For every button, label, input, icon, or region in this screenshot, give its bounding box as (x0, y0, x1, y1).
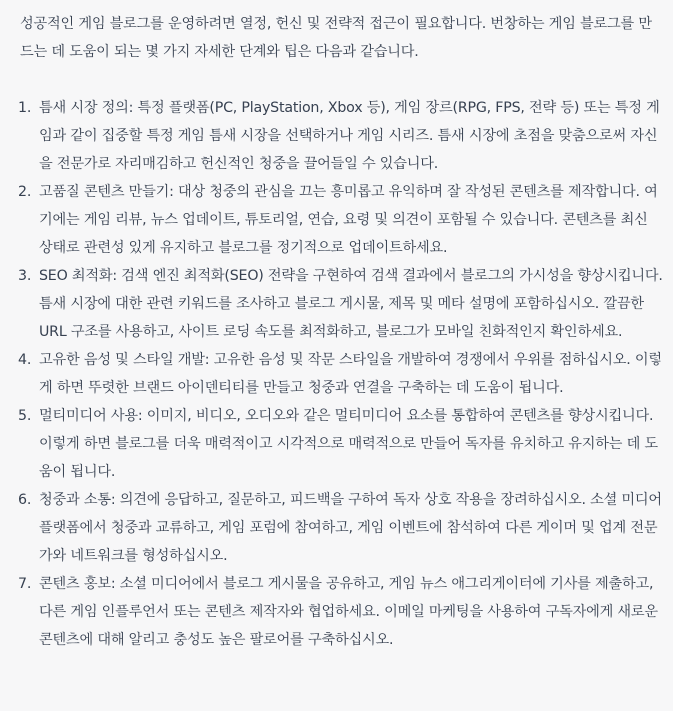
list-item-number: 1. (18, 100, 32, 116)
list-item-text: 멀티미디어 사용: 이미지, 비디오, 오디오와 같은 멀티미디어 요소를 통합하여 콘텐츠를 향상시킵니다. 이렇게 하면 블로그를 더욱 매력적이고 시각적으로 매력적으로 만들어 독자를 유치하고 유지하는 데 도움이 됩니다. (39, 408, 658, 480)
list-item-text: 고품질 콘텐츠 만들기: 대상 청중의 관심을 끄는 흥미롭고 유익하며 잘 작성된 콘텐츠를 제작합니다. 여기에는 게임 리뷰, 뉴스 업데이트, 튜토리얼, 연습, 요령 및 의견이 포함될 수 있습니다. 콘텐츠를 최신 상태로 관련성 있게 유지하고 블로그를 정기적으로 업데이트하세요. (39, 184, 658, 256)
list-item (20, 402, 663, 486)
steps-list (20, 94, 663, 654)
intro-paragraph: 성공적인 게임 블로그를 운영하려면 열정, 헌신 및 전략적 접근이 필요합니다. 번창하는 게임 블로그를 만드는 데 도움이 되는 몇 가지 자세한 단계와 팁은 다음과 같습니다. (20, 16, 652, 60)
list-item-number: 4. (18, 352, 32, 368)
list-item-text: 고유한 음성 및 스타일 개발: 고유한 음성 및 작문 스타일을 개발하여 경쟁에서 우위를 점하십시오. 이렇게 하면 뚜렷한 브랜드 아이덴티티를 만들고 청중과 연결을 구축하는 데 도움이 됩니다. (39, 352, 662, 396)
list-item (20, 570, 663, 654)
list-item (20, 178, 663, 262)
list-item (20, 486, 663, 570)
list-item (20, 346, 663, 402)
list-item-number: 2. (18, 184, 32, 200)
list-item-number: 3. (18, 268, 32, 284)
list-item-number: 6. (18, 492, 32, 508)
list-item (20, 94, 663, 178)
list-item-text: SEO 최적화: 검색 엔진 최적화(SEO) 전략을 구현하여 검색 결과에서 블로그의 가시성을 향상시킵니다. 틈새 시장에 대한 관련 키워드를 조사하고 블로그 게시물, 제목 및 메타 설명에 포함하십시오. 깔끔한 URL 구조를 사용하고, 사이트 로딩 속도를 최적화하고, 블로그가 모바일 친화적인지 확인하세요. (39, 268, 663, 340)
list-item-text: 틈새 시장 정의: 특정 플랫폼(PC, PlayStation, Xbox 등), 게임 장르(RPG, FPS, 전략 등) 또는 특정 게임과 같이 집중할 특정 게임 틈새 시장을 선택하거나 게임 시리즈. 틈새 시장에 초점을 맞춤으로써 자신을 전문가로 자리매김하고 헌신적인 청중을 끌어들일 수 있습니다. (39, 100, 660, 172)
list-item (20, 262, 663, 346)
list-item-number: 7. (18, 576, 32, 592)
list-item-text: 청중과 소통: 의견에 응답하고, 질문하고, 피드백을 구하여 독자 상호 작용을 장려하십시오. 소셜 미디어 플랫폼에서 청중과 교류하고, 게임 포럼에 참여하고, 게임 이벤트에 참석하여 다른 게이머 및 업계 전문가와 네트워크를 형성하십시오. (39, 492, 662, 564)
list-item-text: 콘텐츠 홍보: 소셜 미디어에서 블로그 게시물을 공유하고, 게임 뉴스 애그리게이터에 기사를 제출하고, 다른 게임 인플루언서 또는 콘텐츠 제작자와 협업하세요. 이메일 마케팅을 사용하여 구독자에게 새로운 콘텐츠에 대해 알리고 충성도 높은 팔로어를 구축하십시오. (39, 576, 658, 648)
list-item-number: 5. (18, 408, 32, 424)
